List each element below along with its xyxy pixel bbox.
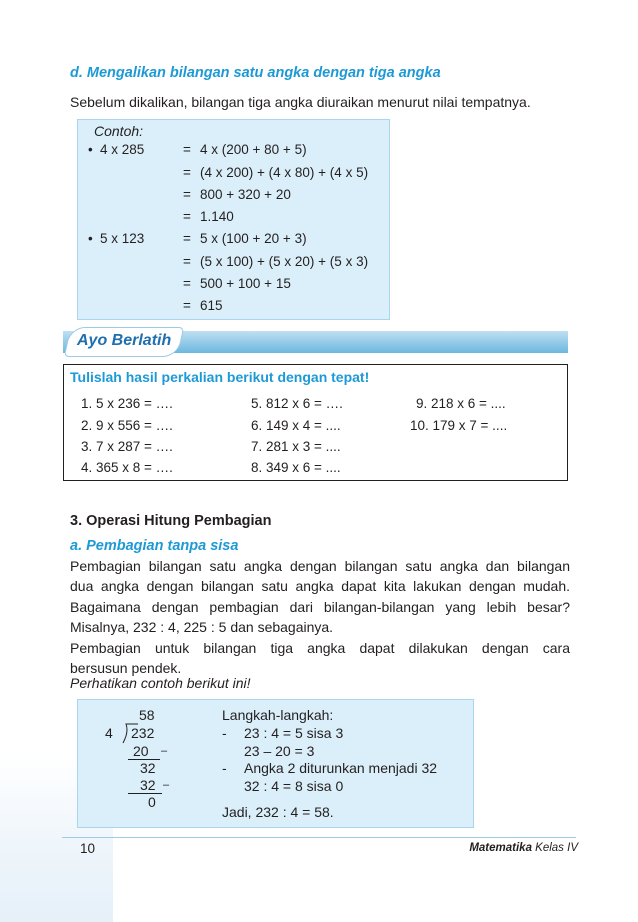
exercise-item: 10. 179 x 7 = .... (410, 418, 508, 433)
exercise-item: 2. 9 x 556 = …. (81, 418, 173, 433)
example-note: Perhatikan contoh berikut ini! (70, 675, 251, 691)
paragraph-line: Pembagian bilangan satu angka dengan bilangan satu angka dan bilangan (70, 558, 570, 574)
quotient: 58 (139, 707, 155, 723)
step-dash: - (222, 760, 227, 776)
final-remainder: 0 (148, 794, 156, 810)
step-text: Angka 2 diturunkan menjadi 32 (244, 760, 438, 776)
exercise-instruction: Tulislah hasil perkalian berikut dengan tepat! (70, 369, 370, 385)
step-dash: - (222, 725, 227, 741)
paragraph-line: bersusun pendek. (70, 660, 182, 677)
paragraph-line: Pembagian untuk bilangan tiga angka dapat dilakukan dengan cara (70, 639, 570, 656)
divisor: 4 (105, 725, 113, 741)
section-d-intro: Sebelum dikalikan, bilangan tiga angka diuraikan menurut nilai tempatnya. (70, 94, 531, 110)
exercise-item: 1. 5 x 236 = …. (81, 396, 173, 411)
paragraph-line: Bagaimana dengan pembagian dari bilangan-bilangan yang lebih besar? (70, 598, 570, 615)
book-title-main: Matematika (469, 842, 532, 854)
section-3a-heading: a. Pembagian tanpa sisa (70, 538, 239, 554)
first-remainder: 32 (140, 760, 156, 776)
division-example-box (77, 699, 474, 828)
second-subtraction: 32 (140, 777, 156, 793)
page-number: 10 (80, 841, 96, 856)
exercise-item: 9. 218 x 6 = .... (416, 396, 506, 411)
book-title-class: Kelas IV (531, 842, 578, 854)
step-text: 23 – 20 = 3 (244, 743, 315, 759)
minus-sign: – (163, 779, 170, 791)
dividend: 232 (131, 725, 155, 741)
banner-title: Ayo Berlatih (77, 332, 172, 349)
ayo-berlatih-banner (63, 328, 568, 356)
exercise-item: 8. 349 x 6 = .... (251, 460, 341, 475)
example-box: Contoh: • 4 x 285 = 4 x (200 + 80 + 5) = (4 x 200) + (4 x 80) + (4 x 5) = 800 + 320 + 20 = 1.140 • 5 x 123 = 5 x (100 + 20 + 3) = (5 x 100) + (5 x 20) + (5 x 3) = 500 + 100 + 15 = 615 (77, 119, 390, 320)
section-3-paragraph (70, 556, 570, 678)
step-text: 23 : 4 = 5 sisa 3 (244, 725, 344, 741)
exercise-item: 6. 149 x 4 = .... (251, 418, 341, 433)
exercise-box (63, 364, 568, 481)
first-subtraction: 20 (133, 743, 149, 759)
minus-sign: – (161, 745, 168, 757)
paragraph-line: Misalnya, 232 : 4, 225 : 5 dan sebagainya. (70, 619, 334, 636)
exercise-item: 3. 7 x 287 = …. (81, 439, 173, 454)
conclusion: Jadi, 232 : 4 = 58. (222, 804, 334, 820)
book-title (469, 842, 578, 854)
exercise-item: 7. 281 x 3 = .... (251, 439, 341, 454)
section-3-heading: 3. Operasi Hitung Pembagian (70, 513, 272, 529)
subtraction-line (128, 793, 162, 794)
footer-divider (62, 837, 576, 838)
exercise-item: 5. 812 x 6 = …. (251, 396, 343, 411)
exercise-item: 4. 365 x 8 = …. (81, 460, 173, 475)
steps-title: Langkah-langkah: (222, 707, 334, 723)
section-d-heading: d. Mengalikan bilangan satu angka dengan tiga angka (70, 65, 441, 81)
step-text: 32 : 4 = 8 sisa 0 (244, 778, 344, 794)
paragraph-line: dua angka dengan bilangan satu angka dapat kita lakukan dengan mudah. (70, 578, 570, 595)
example-label: Contoh: (94, 123, 144, 139)
